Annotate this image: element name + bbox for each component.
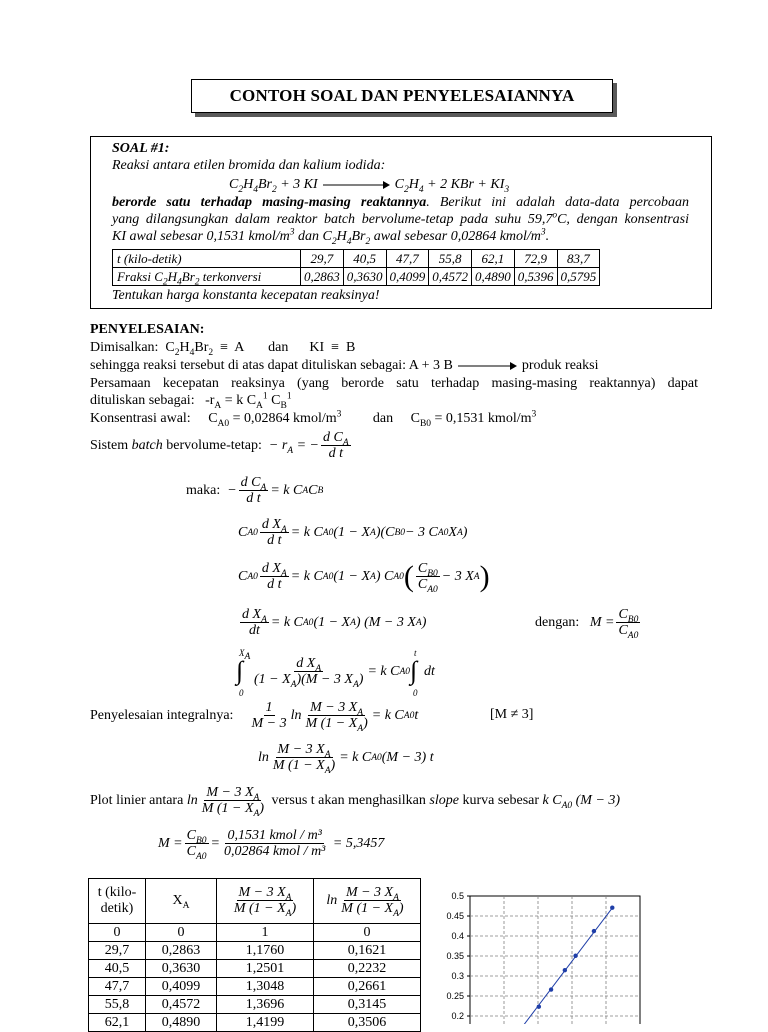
solution-line2: sehingga reaksi tersebut di atas dapat dituliskan sebagai: A + 3 B produk reaksi [90,358,599,373]
table-cell: 0,3145 [314,996,421,1014]
y-tick-label: 0.35 [446,951,464,961]
table-cell: 0,3630 [343,268,386,286]
m-calculation: M = $\frac{C_{B0}}{C_{A0}}$ = $\frac{\text{0,1531 kmol / m³}}{\text{0,02864 kmol / m³}}$ = 5,3457 [158,828,385,862]
table-row [89,942,421,960]
reaction-arrow-icon [456,361,518,371]
problem-intro: Reaksi antara etilen bromida dan kalium iodida: [112,158,386,173]
integral-solution: Penyelesaian integralnya: $\frac{1}{M - 3}$ ln $\frac{M - 3 X_A}{M (1 - X_A)}$ = k C A0 t [90,700,419,734]
table-cell: 40,5 [89,960,146,978]
table-cell: 0,2232 [314,960,421,978]
table-cell: 40,5 [343,250,386,268]
table-cell: 0,4572 [429,268,472,286]
problem-line5: KI awal sebesar 0,1531 kmol/$m^3$ dan $C_2H_4Br_2$ awal sebesar 0,02864 kmol/$m^3$. [112,227,550,247]
equation-maka: maka: − $\frac{d C_A}{\text{d t}}$ = k C A C B [186,475,324,506]
y-tick-label: 0.5 [451,891,464,901]
row-header: t (kilo-detik) [113,250,301,268]
data-point [549,987,553,991]
table-cell: 0,2863 [146,942,217,960]
data-point [563,968,567,972]
table-cell: 0,4572 [146,996,217,1014]
y-tick-label: 0.2 [451,1011,464,1021]
solution-heading: PENYELESAIAN: [90,322,205,337]
y-tick-label: 0.4 [451,931,464,941]
table-cell: 1,3048 [217,978,314,996]
table-row [89,978,421,996]
table-cell: 0 [89,924,146,942]
table-cell: 83,7 [557,250,600,268]
problem-line4: yang dilangsungkan dalam reaktor batch bervolume-tetap pada suhu 59,7$^o$C, dengan konsentrasi [112,210,689,227]
table-cell: 0,5795 [557,268,600,286]
table-cell: 0,2863 [301,268,344,286]
y-tick-label: 0.45 [446,911,464,921]
log-equation: ln $\frac{M - 3 X_A}{M (1 - X_A)}$ = k C A0 (M − 3) t [258,742,434,776]
table-cell: 0,4099 [386,268,429,286]
y-tick-label: 0.25 [446,991,464,1001]
table-cell: 1,3696 [217,996,314,1014]
problem-heading: SOAL #1: [112,141,170,156]
table-cell: 29,7 [301,250,344,268]
table-row [89,1014,421,1032]
table-cell: 55,8 [429,250,472,268]
data-table [112,249,600,286]
problem-line3: berorde satu terhadap masing-masing reaktannya. Berikut ini adalah data-data percobaan [112,195,689,210]
plot-sentence: Plot linier antara ln $\frac{M - 3 X_A}{M (1 - X_A)}$ versus t akan menghasilkan slope kurva sebesar k $C_{A0}$ (M − 3) [90,785,621,819]
table-cell: 0 [146,924,217,942]
table-cell: 1 [217,924,314,942]
reaction-equation: $C_2H_4Br_2 + 3$ KI $C_2H_4 + 2$ KBr + $KI_3$ [229,177,510,195]
table-cell: 0,3506 [314,1014,421,1032]
equation-4: $\frac{d X_A}{dt}$ = k C A0 (1 − X A ) (M − 3 X A ) [242,607,427,638]
table-cell: 62,1 [472,250,515,268]
row-header: Fraksi $C_2H_4Br_2$ terkonversi [113,268,301,286]
table-cell: 72,9 [514,250,557,268]
table-cell: 0,4890 [472,268,515,286]
table-row [113,268,600,286]
integral-icon: t ∫ 0 [410,648,418,698]
reaction-arrow-icon [321,180,391,190]
table-cell: 0,4099 [146,978,217,996]
linear-plot-chart [430,882,660,1024]
column-header-ratio: $\frac{M - 3 X_A}{M (1 - X_A)}$ [217,879,314,924]
table-cell: 0,4890 [146,1014,217,1032]
plot-area [470,896,640,1024]
table-cell: 62,1 [89,1014,146,1032]
problem-box [90,136,712,309]
table-cell: 0,5396 [514,268,557,286]
table-cell: 0,2661 [314,978,421,996]
table-cell: 1,4199 [217,1014,314,1032]
column-header-ln: ln $\frac{M - 3 X_A}{M (1 - X_A)}$ [314,879,421,924]
table-cell: 47,7 [386,250,429,268]
solution-line3: Persamaan kecepatan reaksinya (yang berorde satu terhadap masing-masing reaktannya) dapat [90,376,698,391]
batch-equation: Sistem batch bervolume-tetap: − $r_A$ = − $\frac{d C_A}{\text{d t}}$ [90,430,349,461]
solution-line1: Dimisalkan: $C_2H_4Br_2 \equiv A$ dan KI ≡ B [90,340,356,358]
table-cell: 1,2501 [217,960,314,978]
integral-equation: $X_A$ ∫ 0 $\frac{d X_A}{(1 - X_A)(M - 3 X_A)}$ = k C A0 t ∫ 0 dt [236,648,435,698]
table-row [89,924,421,942]
column-header-xa: $X_A$ [146,879,217,924]
table-row [89,996,421,1014]
table-row [113,250,600,268]
equation-2: C A0 $\frac{d X_A}{\text{d t}}$ = k C A0 (1 − X A )(C B0 − 3 C A0 X A ) [238,517,468,548]
y-tick-label: 0.3 [451,971,464,981]
equation-3: C A0 $\frac{d X_A}{\text{d t}}$ = k C A0 (1 − X A ) C A0 ( $\frac{C_{B0}}{C_{A0}}$ − 3 X A ) [238,560,490,595]
table-row [89,960,421,978]
table-header-row [89,879,421,924]
data-point [610,906,614,910]
table-cell: 0,3630 [146,960,217,978]
table-cell: 0,1621 [314,942,421,960]
table-cell: 47,7 [89,978,146,996]
data-point [537,1005,541,1009]
page-title: CONTOH SOAL DAN PENYELESAIANNYA [191,79,613,113]
table-cell: 1,1760 [217,942,314,960]
results-table [88,878,421,1032]
table-cell: 29,7 [89,942,146,960]
table-cell: 55,8 [89,996,146,1014]
table-cell: 0 [314,924,421,942]
data-point [592,929,596,933]
solution-line5: Konsentrasi awal: $C_{A0} = 0,02864$ kmol/$m^3$ dan $C_{B0} = 0,1531$ kmol/$m^3$ [90,409,537,429]
solution-line4: dituliskan sebagai: $-r_A = k$ $C_A^1$ $C_B^1$ [90,391,292,411]
m-definition: dengan: M = $\frac{C_{B0}}{C_{A0}}$ [535,607,639,641]
integral-icon: $X_A$ ∫ 0 [236,648,251,698]
data-point [573,954,577,958]
problem-question: Tentukan harga konstanta kecepatan reaksinya! [112,288,380,303]
m-condition: [M ≠ 3] [490,707,534,722]
column-header-t: t (kilo- detik) [89,879,146,924]
